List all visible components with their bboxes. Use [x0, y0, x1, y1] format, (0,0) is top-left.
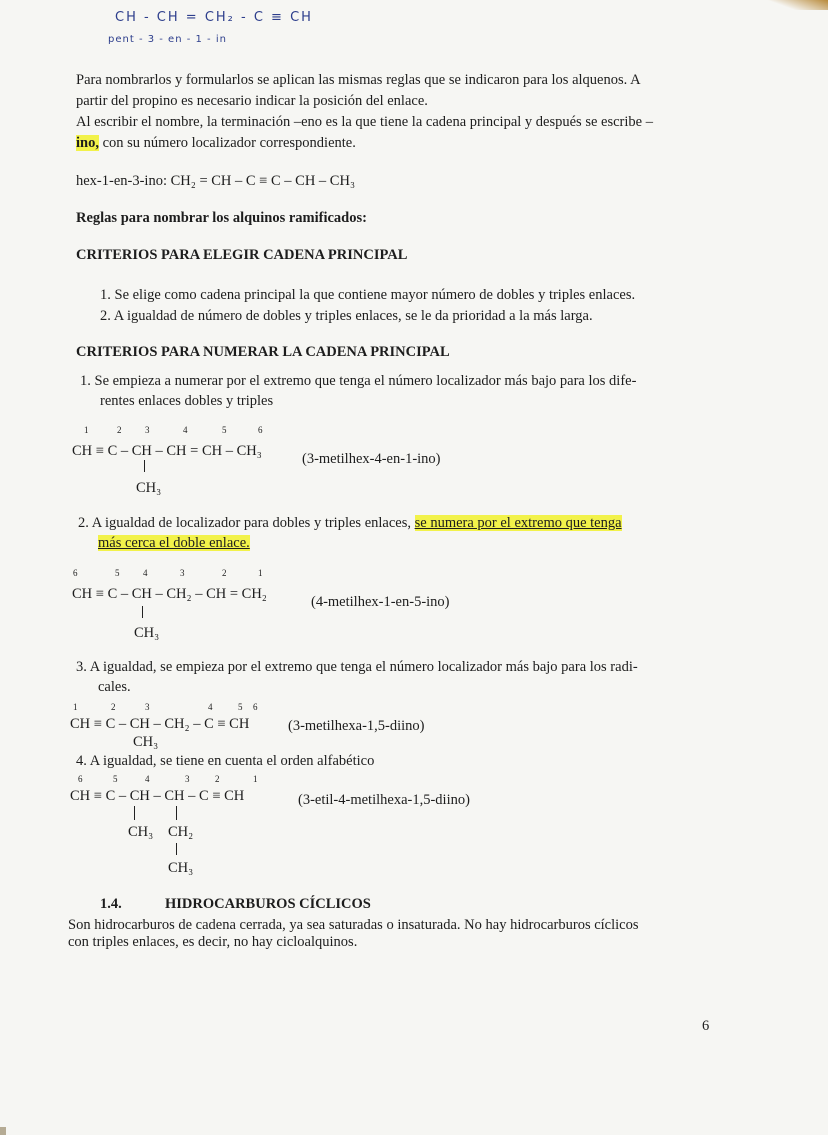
locant-number: 4	[143, 568, 148, 578]
formula-1-substituent: CH₃	[136, 480, 162, 496]
page-number: 6	[702, 1018, 710, 1034]
rule-4-line: 4. A igualdad, se tiene en cuenta el orden alfabético	[76, 753, 375, 769]
locant-number: 6	[253, 702, 258, 712]
section-text-line-2: con triples enlaces, es decir, no hay cicloalquinos.	[68, 934, 358, 950]
locant-number: 1	[84, 425, 89, 435]
highlight-rule-2: se numera por el extremo que tenga	[414, 515, 622, 531]
locant-number: 2	[215, 774, 220, 784]
locant-number: 4	[183, 425, 188, 435]
formula-3-substituent: CH₃	[133, 734, 159, 750]
intro-line-4-rest: con su número localizador correspondiente.	[98, 135, 356, 151]
formula-4-name: (3-etil-4-metilhexa-1,5-diino)	[298, 792, 470, 808]
formula-2-chain: CH ≡ C – CH – CH₂ – CH = CH₂	[72, 586, 267, 602]
section-number: 1.4.	[100, 896, 122, 912]
locant-number: 3	[145, 702, 150, 712]
locant-number: 2	[111, 702, 116, 712]
formula-3-chain: CH ≡ C – CH – CH₂ – C ≡ CH	[70, 716, 250, 732]
rules-title: Reglas para nombrar los alquinos ramificados:	[76, 210, 367, 226]
bond-line	[176, 806, 177, 820]
section-title: HIDROCARBUROS CÍCLICOS	[165, 896, 371, 912]
rule-3-line-2: cales.	[98, 679, 131, 695]
locant-number: 3	[180, 568, 185, 578]
section-text-line-1: Son hidrocarburos de cadena cerrada, ya sea saturadas o insaturada. No hay hidrocarburos cíclicos	[68, 917, 639, 933]
locant-number: 2	[222, 568, 227, 578]
locant-number: 2	[117, 425, 122, 435]
locant-number: 5	[115, 568, 120, 578]
bond-line	[144, 460, 145, 472]
locant-number: 3	[145, 425, 150, 435]
formula-4-chain: CH ≡ C – CH – CH – C ≡ CH	[70, 788, 245, 804]
locant-number: 6	[78, 774, 83, 784]
intro-line-4	[76, 135, 356, 152]
locant-number: 5	[222, 425, 227, 435]
locant-number: 1	[253, 774, 258, 784]
locant-number: 4	[145, 774, 150, 784]
rule-2-line-2	[98, 535, 250, 552]
handwritten-name: pent - 3 - en - 1 - in	[108, 34, 227, 45]
page-edge-mark	[0, 1127, 6, 1135]
locant-number: 6	[258, 425, 263, 435]
locant-number: 1	[258, 568, 263, 578]
intro-line-3: Al escribir el nombre, la terminación –eno es la que tiene la cadena principal y después se escribe –	[76, 114, 653, 130]
locant-number: 6	[73, 568, 78, 578]
locant-number: 3	[185, 774, 190, 784]
page-corner-shadow	[768, 0, 828, 10]
locant-number: 5	[238, 702, 243, 712]
locant-number: 4	[208, 702, 213, 712]
criteria-2-title: CRITERIOS PARA NUMERAR LA CADENA PRINCIPAL	[76, 344, 450, 360]
bond-line	[134, 806, 135, 820]
formula-1-name: (3-metilhex-4-en-1-ino)	[302, 451, 441, 467]
rule-1-line-2: rentes enlaces dobles y triples	[100, 393, 274, 409]
highlight-rule-2-cont: más cerca el doble enlace.	[98, 535, 250, 551]
locant-number: 1	[73, 702, 78, 712]
formula-4-substituent-methyl: CH₃	[128, 824, 154, 840]
handwritten-formula: CH - CH = CH₂ - C ≡ CH	[115, 10, 313, 25]
rule-2-line-1	[78, 515, 622, 532]
intro-line-2: partir del propino es necesario indicar la posición del enlace.	[76, 93, 428, 109]
formula-2-substituent: CH₃	[134, 625, 160, 641]
bond-line	[142, 606, 143, 618]
formula-2-name: (4-metilhex-1-en-5-ino)	[311, 594, 450, 610]
criteria-1-item-2: 2. A igualdad de número de dobles y triples enlaces, se le da prioridad a la más larga.	[100, 308, 593, 324]
highlight-ino: ino,	[76, 135, 99, 151]
rule-2-text: 2. A igualdad de localizador para dobles y triples enlaces,	[78, 515, 415, 531]
bond-line	[176, 843, 177, 855]
rule-3-line-1: 3. A igualdad, se empieza por el extremo que tenga el número localizador más bajo para los radi-	[76, 659, 638, 675]
criteria-1-item-1: 1. Se elige como cadena principal la que contiene mayor número de dobles y triples enlaces.	[100, 287, 636, 303]
formula-3-name: (3-metilhexa-1,5-diino)	[288, 718, 425, 734]
intro-line-1: Para nombrarlos y formularlos se aplican las mismas reglas que se indicaron para los alquenos. A	[76, 72, 641, 88]
formula-4-substituent-ethyl: CH₂	[168, 824, 194, 840]
formula-4-substituent-ethyl-end: CH₃	[168, 860, 194, 876]
criteria-1-title: CRITERIOS PARA ELEGIR CADENA PRINCIPAL	[76, 247, 408, 263]
locant-number: 5	[113, 774, 118, 784]
example-formula: hex-1-en-3-ino: CH₂ = CH – C ≡ C – CH – CH₃	[76, 173, 355, 189]
formula-1-chain: CH ≡ C – CH – CH = CH – CH₃	[72, 443, 262, 459]
rule-1-line-1: 1. Se empieza a numerar por el extremo que tenga el número localizador más bajo para los dife-	[80, 373, 637, 389]
